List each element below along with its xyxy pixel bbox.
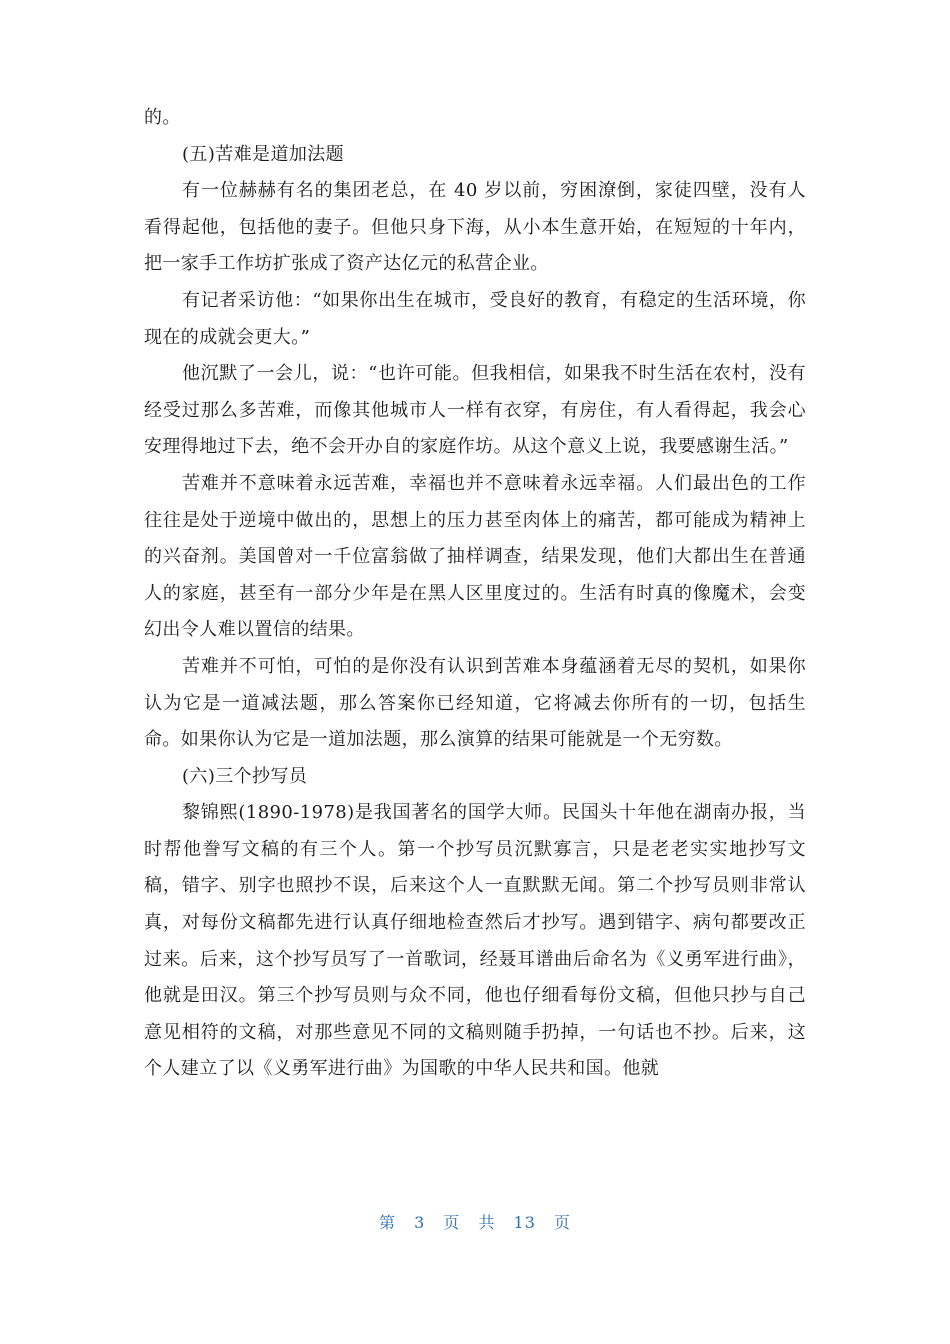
paragraph: 苦难并不意味着永远苦难，幸福也并不意味着永远幸福。人们最出色的工作往往是处于逆境中做出的，思想上的压力甚至肉体上的痛苦，都可能成为精神上的兴奋剂。美国曾对一千位富翁做了抽样调查，结果发现，他们大都出生在普通人的家庭，甚至有一部分少年是在黑人区里度过的。生活有时真的像魔术，会变幻出令人难以置信的结果。	[144, 472, 806, 641]
section-heading-6: (六)三个抄写员	[182, 765, 308, 787]
paragraph: 有记者采访他：“如果你出生在城市，受良好的教育，有稳定的生活环境，你现在的成就会更大。”	[144, 289, 806, 348]
section-heading-5: (五)苦难是道加法题	[182, 143, 345, 165]
page-number-footer: 第 3 页 共 13 页	[379, 1213, 571, 1232]
paragraph: 苦难并不可怕，可怕的是你没有认识到苦难本身蕴涵着无尽的契机，如果你认为它是一道减法题，那么答案你已经知道，它将减去你所有的一切，包括生命。如果你认为它是一道加法题，那么演算的结果可能就是一个无穷数。	[144, 655, 806, 751]
paragraph-continuation: 的。	[144, 107, 181, 128]
paragraph: 黎锦熙(1890-1978)是我国著名的国学大师。民国头十年他在湖南办报，当时帮他誊写文稿的有三个人。第一个抄写员沉默寡言，只是老老实实地抄写文稿，错字、别字也照抄不误，后来这个人一直默默无闻。第二个抄写员则非常认真，对每份文稿都先进行认真仔细地检查然后才抄写。遇到错字、病句都要改正过来。后来，这个抄写员写了一首歌词，经聂耳谱曲后命名为《义勇军进行曲》，他就是田汉。第三个抄写员则与众不同，他也仔细看每份文稿，但他只抄与自己意见相符的文稿，对那些意见不同的文稿则随手扔掉，一句话也不抄。后来，这个人建立了以《义勇军进行曲》为国歌的中华人民共和国。他就	[144, 802, 806, 1080]
paragraph: 他沉默了一会儿，说：“也许可能。但我相信，如果我不时生活在农村，没有经受过那么多苦难，而像其他城市人一样有衣穿，有房住，有人看得起，我会心安理得地过下去，绝不会开办自的家庭作坊。从这个意义上说，我要感谢生活。”	[144, 363, 806, 458]
paragraph: 有一位赫赫有名的集团老总，在 40 岁以前，穷困潦倒，家徒四壁，没有人看得起他，包括他的妻子。但他只身下海，从小本生意开始，在短短的十年内，把一家手工作坊扩张成了资产达亿元的私营企业。	[144, 180, 806, 275]
document-body	[144, 100, 806, 1088]
